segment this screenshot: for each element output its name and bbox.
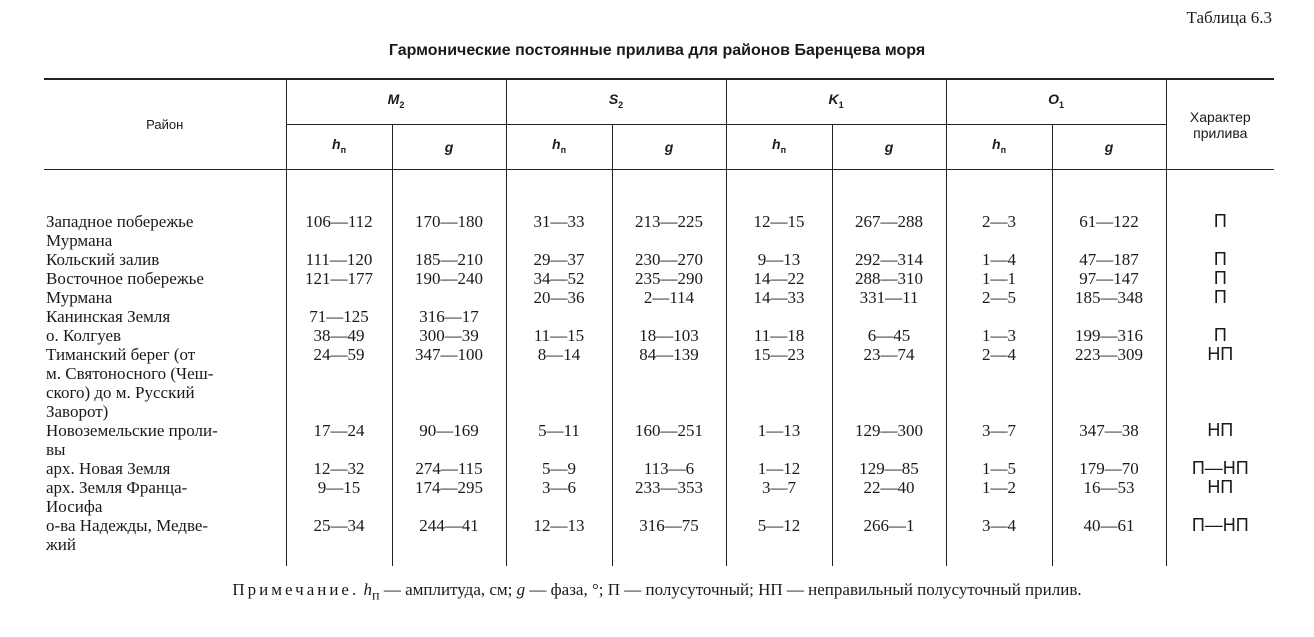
region-name-line: Тиманский берег (от — [46, 345, 196, 364]
phase-cell: 244—41 — [392, 516, 506, 554]
region-name-line: м. Святоносного (Чеш- — [46, 364, 214, 383]
phase-cell: 266—1 — [832, 516, 946, 554]
amplitude-cell: 34—52 — [506, 269, 612, 288]
region-name-cell — [44, 421, 286, 459]
region-name-line: арх. Земля Франца- — [46, 478, 188, 497]
phase-cell: 129—85 — [832, 459, 946, 478]
region-name-line: арх. Новая Земля — [46, 459, 171, 478]
spacer-cell — [1166, 554, 1274, 566]
phase-cell: 174—295 — [392, 478, 506, 516]
table-row — [44, 516, 1274, 554]
amplitude-cell: 12—15 — [726, 170, 832, 251]
table-row — [44, 326, 1274, 345]
amplitude-cell: 8—14 — [506, 345, 612, 421]
character-cell — [1166, 307, 1274, 326]
character-cell: НП — [1166, 478, 1274, 516]
amplitude-cell: 11—15 — [506, 326, 612, 345]
amplitude-cell: 31—33 — [506, 170, 612, 251]
constituent-o1-header: $O_1$ — [946, 79, 1166, 125]
amplitude-cell: 3—4 — [946, 516, 1052, 554]
phase-cell: 292—314 — [832, 250, 946, 269]
amplitude-cell: 5—9 — [506, 459, 612, 478]
region-name-cell — [44, 307, 286, 326]
phase-cell: 84—139 — [612, 345, 726, 421]
table-row — [44, 250, 1274, 269]
phase-cell: 316—17 — [392, 307, 506, 326]
region-name-line: Восточное побережье — [46, 269, 204, 288]
amplitude-cell: 5—11 — [506, 421, 612, 459]
character-cell: П — [1166, 326, 1274, 345]
amplitude-cell: 3—7 — [726, 478, 832, 516]
amplitude-cell: 1—4 — [946, 250, 1052, 269]
h-header: $h_п$ — [726, 125, 832, 170]
table-row — [44, 345, 1274, 421]
spacer-cell — [612, 554, 726, 566]
phase-cell: 190—240 — [392, 269, 506, 288]
phase-cell: 331—11 — [832, 288, 946, 307]
constituent-s2-header: $S_2$ — [506, 79, 726, 125]
amplitude-cell — [286, 288, 392, 307]
character-cell: П—НП — [1166, 459, 1274, 478]
amplitude-cell: 12—32 — [286, 459, 392, 478]
amplitude-cell: 9—13 — [726, 250, 832, 269]
region-header: Район — [44, 79, 286, 170]
region-name-line: Мурмана — [46, 288, 113, 307]
table-row — [44, 288, 1274, 307]
amplitude-cell: 106—112 — [286, 170, 392, 251]
region-name-line: Кольский залив — [46, 250, 160, 269]
h-header: $h_п$ — [286, 125, 392, 170]
amplitude-cell — [946, 307, 1052, 326]
h-header: $h_п$ — [506, 125, 612, 170]
region-name-cell — [44, 345, 286, 421]
phase-cell: 213—225 — [612, 170, 726, 251]
region-name-cell — [44, 269, 286, 288]
character-cell: П — [1166, 250, 1274, 269]
constituent-m2-header: $M_2$ — [286, 79, 506, 125]
amplitude-cell: 5—12 — [726, 516, 832, 554]
phase-cell: 233—353 — [612, 478, 726, 516]
table-row — [44, 459, 1274, 478]
region-name-line: Канинская Земля — [46, 307, 171, 326]
amplitude-cell: 38—49 — [286, 326, 392, 345]
amplitude-cell: 25—34 — [286, 516, 392, 554]
g-header: g — [612, 125, 726, 170]
phase-cell: 129—300 — [832, 421, 946, 459]
amplitude-cell: 2—3 — [946, 170, 1052, 251]
phase-cell: 90—169 — [392, 421, 506, 459]
amplitude-cell: 24—59 — [286, 345, 392, 421]
spacer-cell — [506, 554, 612, 566]
region-name-line: жий — [46, 535, 76, 554]
amplitude-cell: 71—125 — [286, 307, 392, 326]
phase-cell: 16—53 — [1052, 478, 1166, 516]
spacer-cell — [44, 554, 286, 566]
phase-cell: 199—316 — [1052, 326, 1166, 345]
amplitude-cell: 1—12 — [726, 459, 832, 478]
amplitude-cell: 12—13 — [506, 516, 612, 554]
amplitude-cell: 17—24 — [286, 421, 392, 459]
phase-cell: 185—210 — [392, 250, 506, 269]
spacer-cell — [946, 554, 1052, 566]
amplitude-cell: 1—2 — [946, 478, 1052, 516]
phase-cell: 160—251 — [612, 421, 726, 459]
phase-cell: 113—6 — [612, 459, 726, 478]
phase-cell: 185—348 — [1052, 288, 1166, 307]
table-row — [44, 421, 1274, 459]
amplitude-cell: 15—23 — [726, 345, 832, 421]
table-row — [44, 478, 1274, 516]
amplitude-cell: 14—33 — [726, 288, 832, 307]
phase-cell — [392, 288, 506, 307]
character-cell: НП — [1166, 421, 1274, 459]
region-name-cell — [44, 478, 286, 516]
region-name-line: Мурмана — [46, 231, 113, 250]
phase-cell: 6—45 — [832, 326, 946, 345]
region-name-cell — [44, 459, 286, 478]
region-name-line: Западное побережье — [46, 212, 194, 231]
region-name-line: ского) до м. Русский — [46, 383, 195, 402]
amplitude-cell: 1—3 — [946, 326, 1052, 345]
table-row — [44, 170, 1274, 251]
phase-cell: 274—115 — [392, 459, 506, 478]
table-note: Примечание. $h_п$ — амплитуда, см; g — фаза, °; П — полусуточный; НП — неправильный полусуточный прилив. — [232, 580, 1082, 604]
table-body — [44, 170, 1274, 567]
phase-cell — [612, 307, 726, 326]
region-name-cell — [44, 516, 286, 554]
region-name-line: Иосифа — [46, 497, 103, 516]
table-title: Гармонические постоянные прилива для районов Баренцева моря — [388, 42, 926, 59]
amplitude-cell: 1—13 — [726, 421, 832, 459]
phase-cell: 300—39 — [392, 326, 506, 345]
amplitude-cell: 121—177 — [286, 269, 392, 288]
phase-cell: 47—187 — [1052, 250, 1166, 269]
amplitude-cell: 111—120 — [286, 250, 392, 269]
amplitude-cell: 1—1 — [946, 269, 1052, 288]
region-name-line: о. Колгуев — [46, 326, 122, 345]
spacer-row — [44, 554, 1274, 566]
phase-cell: 235—290 — [612, 269, 726, 288]
h-header: $h_п$ — [946, 125, 1052, 170]
amplitude-cell: 14—22 — [726, 269, 832, 288]
amplitude-cell: 3—6 — [506, 478, 612, 516]
phase-cell: 18—103 — [612, 326, 726, 345]
amplitude-cell: 9—15 — [286, 478, 392, 516]
phase-cell: 170—180 — [392, 170, 506, 251]
amplitude-cell — [726, 307, 832, 326]
g-header: g — [1052, 125, 1166, 170]
amplitude-cell: 3—7 — [946, 421, 1052, 459]
g-header: g — [392, 125, 506, 170]
phase-cell: 230—270 — [612, 250, 726, 269]
phase-cell: 40—61 — [1052, 516, 1166, 554]
amplitude-cell: 2—5 — [946, 288, 1052, 307]
region-name-line: Новоземельские проли- — [46, 421, 218, 440]
region-name-cell — [44, 288, 286, 307]
region-name-cell — [44, 170, 286, 251]
table-number: Таблица 6.3 — [1186, 8, 1272, 27]
region-name-cell — [44, 250, 286, 269]
phase-cell: 61—122 — [1052, 170, 1166, 251]
phase-cell: 288—310 — [832, 269, 946, 288]
region-name-line: вы — [46, 440, 66, 459]
phase-cell: 267—288 — [832, 170, 946, 251]
amplitude-cell: 2—4 — [946, 345, 1052, 421]
tide-constants-table — [44, 78, 1274, 566]
phase-cell — [832, 307, 946, 326]
table-row — [44, 307, 1274, 326]
spacer-cell — [392, 554, 506, 566]
region-name-cell — [44, 326, 286, 345]
g-header: g — [832, 125, 946, 170]
character-cell: П—НП — [1166, 516, 1274, 554]
character-cell: П — [1166, 269, 1274, 288]
phase-cell: 2—114 — [612, 288, 726, 307]
amplitude-cell: 11—18 — [726, 326, 832, 345]
region-name-line: о-ва Надежды, Медве- — [46, 516, 209, 535]
spacer-cell — [832, 554, 946, 566]
character-cell: П — [1166, 288, 1274, 307]
phase-cell — [1052, 307, 1166, 326]
character-cell: П — [1166, 170, 1274, 251]
character-cell: НП — [1166, 345, 1274, 421]
amplitude-cell: 1—5 — [946, 459, 1052, 478]
amplitude-cell: 29—37 — [506, 250, 612, 269]
phase-cell: 347—38 — [1052, 421, 1166, 459]
spacer-cell — [726, 554, 832, 566]
spacer-cell — [1052, 554, 1166, 566]
constituent-k1-header: $K_1$ — [726, 79, 946, 125]
phase-cell: 223—309 — [1052, 345, 1166, 421]
phase-cell: 179—70 — [1052, 459, 1166, 478]
phase-cell: 347—100 — [392, 345, 506, 421]
table-row — [44, 269, 1274, 288]
amplitude-cell — [506, 307, 612, 326]
phase-cell: 316—75 — [612, 516, 726, 554]
amplitude-cell: 20—36 — [506, 288, 612, 307]
phase-cell: 97—147 — [1052, 269, 1166, 288]
phase-cell: 23—74 — [832, 345, 946, 421]
region-name-line: Заворот) — [46, 402, 109, 421]
phase-cell: 22—40 — [832, 478, 946, 516]
spacer-cell — [286, 554, 392, 566]
character-header: Характер прилива — [1166, 79, 1274, 170]
